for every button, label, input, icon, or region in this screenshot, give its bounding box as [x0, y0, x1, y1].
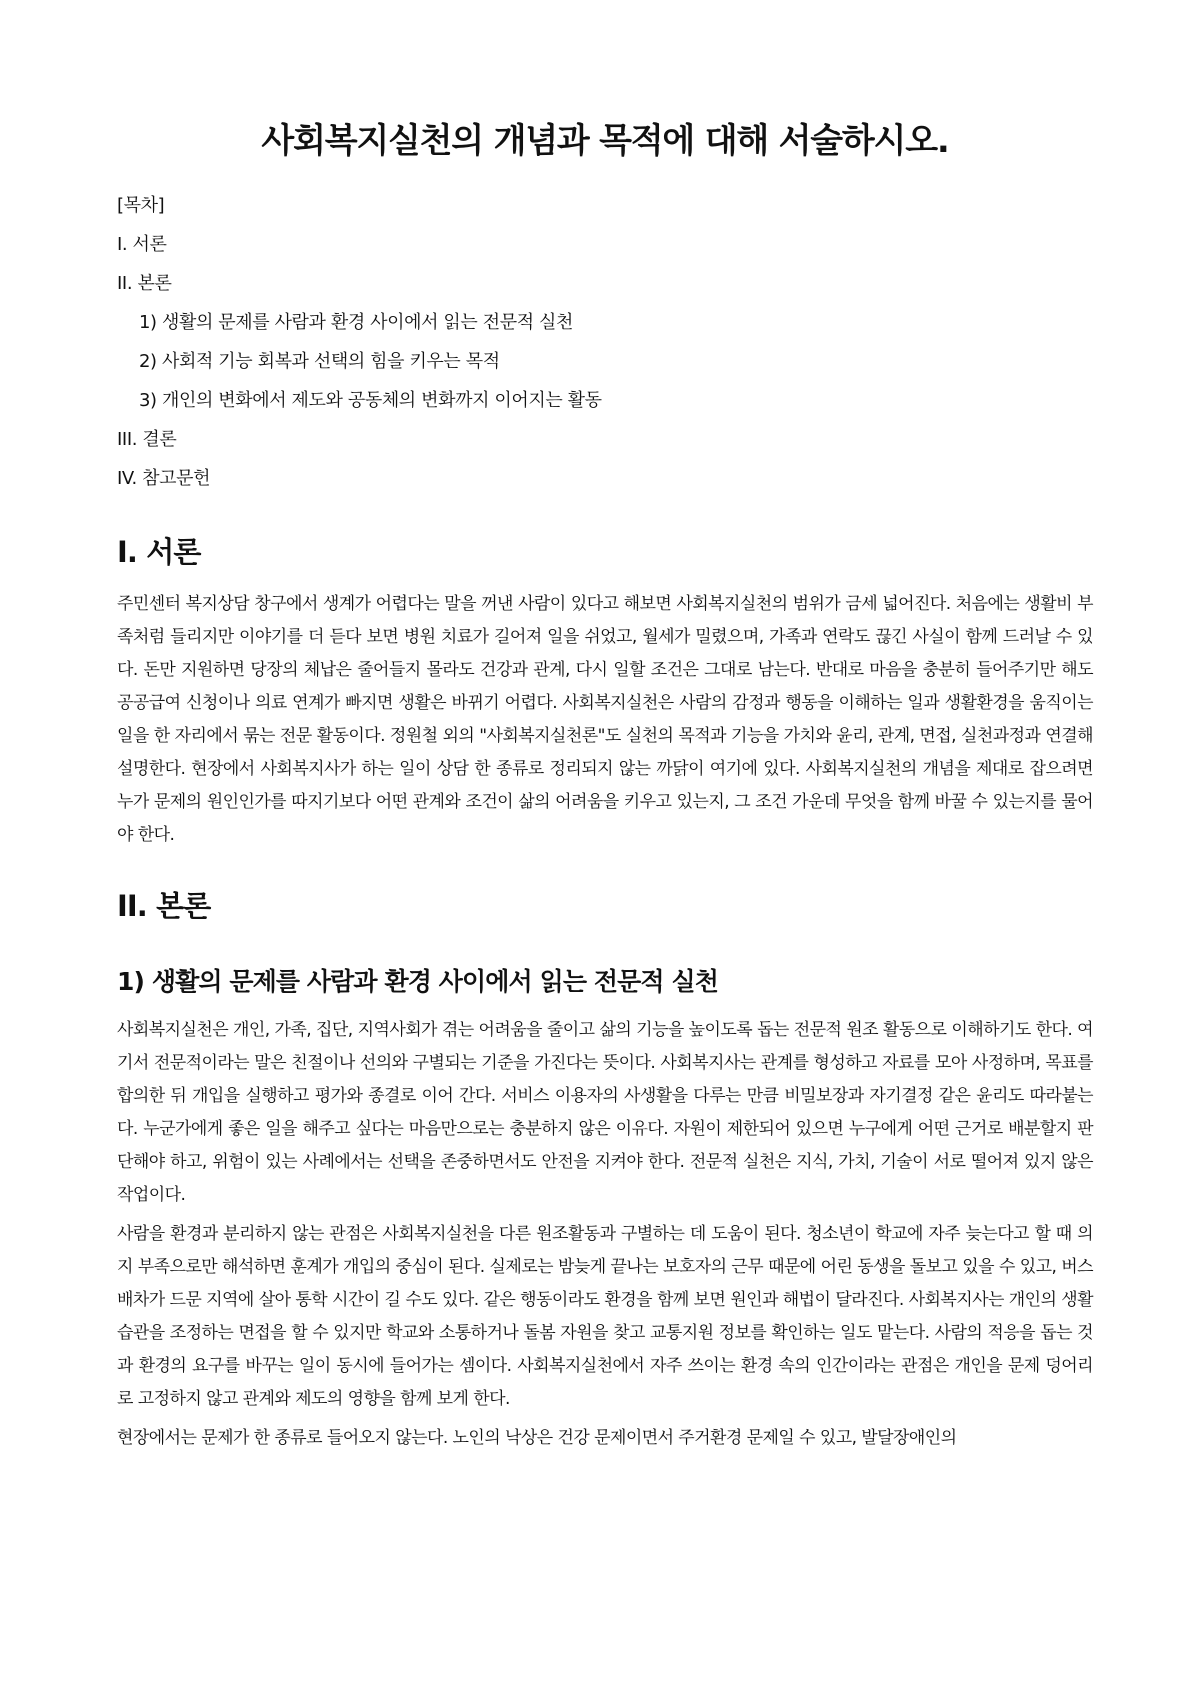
body-paragraph-2: 사람을 환경과 분리하지 않는 관점은 사회복지실천을 다른 원조활동과 구별하는 데 도움이 된다. 청소년이 학교에 자주 늦는다고 할 때 의지 부족으로만 해석하면 훈계가 개입의 중심이 된다. 실제로는 밤늦게 끝나는 보호자의 근무 때문에 어린 동생을 돌보고 있을 수 있고, 버스 배차가 드문 지역에 살아 통학 시간이 길 수도 있다. 같은 행동이라도 환경을 함께 보면 원인과 해법이 달라진다. 사회복지사는 개인의 생활습관을 조정하는 면접을 할 수 있지만 학교와 소통하거나 돌봄 자원을 찾고 교통지원 정보를 확인하는 일도 맡는다. 사람의 적응을 돕는 것과 환경의 요구를 바꾸는 일이 동시에 들어가는 셈이다. 사회복지실천에서 자주 쓰이는 환경 속의 인간이라는 관점은 개인을 문제 덩어리로 고정하지 않고 관계와 제도의 영향을 함께 보게 한다. — [117, 1224, 1093, 1409]
toc-item-conclusion: III. 결론 — [117, 429, 177, 450]
toc-item-body: II. 본론 — [117, 273, 172, 294]
toc-heading: [목차] — [117, 195, 165, 216]
section-heading-introduction: I. 서론 — [117, 535, 201, 569]
document-title: 사회복지실천의 개념과 목적에 대해 서술하시오. — [261, 121, 949, 161]
toc-item-references: IV. 참고문헌 — [117, 468, 211, 489]
toc-subitem-1: 1) 생활의 문제를 사람과 환경 사이에서 읽는 전문적 실천 — [139, 312, 573, 333]
body-paragraph-3: 현장에서는 문제가 한 종류로 들어오지 않는다. 노인의 낙상은 건강 문제이면서 주거환경 문제일 수 있고, 발달장애인의 — [117, 1428, 957, 1448]
section-heading-body: II. 본론 — [117, 889, 211, 923]
introduction-paragraph: 주민센터 복지상담 창구에서 생계가 어렵다는 말을 꺼낸 사람이 있다고 해보면 사회복지실천의 범위가 금세 넓어진다. 처음에는 생활비 부족처럼 들리지만 이야기를 더 듣다 보면 병원 치료가 길어져 일을 쉬었고, 월세가 밀렸으며, 가족과 연락도 끊긴 사실이 함께 드러날 수 있다. 돈만 지원하면 당장의 체납은 줄어들지 몰라도 건강과 관계, 다시 일할 조건은 그대로 남는다. 반대로 마음을 충분히 들어주기만 해도 공공급여 신청이나 의료 연계가 빠지면 생활은 바뀌기 어렵다. 사회복지실천은 사람의 감정과 행동을 이해하는 일과 생활환경을 움직이는 일을 한 자리에서 묶는 전문 활동이다. 정원철 외의 "사회복지실천론"도 실천의 목적과 기능을 가치와 윤리, 관계, 면접, 실천과정과 연결해 설명한다. 현장에서 사회복지사가 하는 일이 상담 한 종류로 정리되지 않는 까닭이 여기에 있다. 사회복지실천의 개념을 제대로 잡으려면 누가 문제의 원인인가를 따지기보다 어떤 관계와 조건이 삶의 어려움을 키우고 있는지, 그 조건 가운데 무엇을 함께 바꿀 수 있는지를 물어야 한다. — [117, 594, 1093, 845]
subsection-heading-1: 1) 생활의 문제를 사람과 환경 사이에서 읽는 전문적 실천 — [117, 967, 718, 996]
toc-subitem-2: 2) 사회적 기능 회복과 선택의 힘을 키우는 목적 — [139, 351, 500, 372]
toc-subitem-3: 3) 개인의 변화에서 제도와 공동체의 변화까지 이어지는 활동 — [139, 390, 602, 411]
body-paragraph-1: 사회복지실천은 개인, 가족, 집단, 지역사회가 겪는 어려움을 줄이고 삶의 기능을 높이도록 돕는 전문적 원조 활동으로 이해하기도 한다. 여기서 전문적이라는 말은 친절이나 선의와 구별되는 기준을 가진다는 뜻이다. 사회복지사는 관계를 형성하고 자료를 모아 사정하며, 목표를 합의한 뒤 개입을 실행하고 평가와 종결로 이어 간다. 서비스 이용자의 사생활을 다루는 만큼 비밀보장과 자기결정 같은 윤리도 따라붙는다. 누군가에게 좋은 일을 해주고 싶다는 마음만으로는 충분하지 않은 이유다. 자원이 제한되어 있으면 누구에게 어떤 근거로 배분할지 판단해야 하고, 위험이 있는 사례에서는 선택을 존중하면서도 안전을 지켜야 한다. 전문적 실천은 지식, 가치, 기술이 서로 떨어져 있지 않은 작업이다. — [117, 1020, 1093, 1205]
toc-item-introduction: I. 서론 — [117, 234, 167, 255]
table-of-contents — [117, 186, 1093, 498]
